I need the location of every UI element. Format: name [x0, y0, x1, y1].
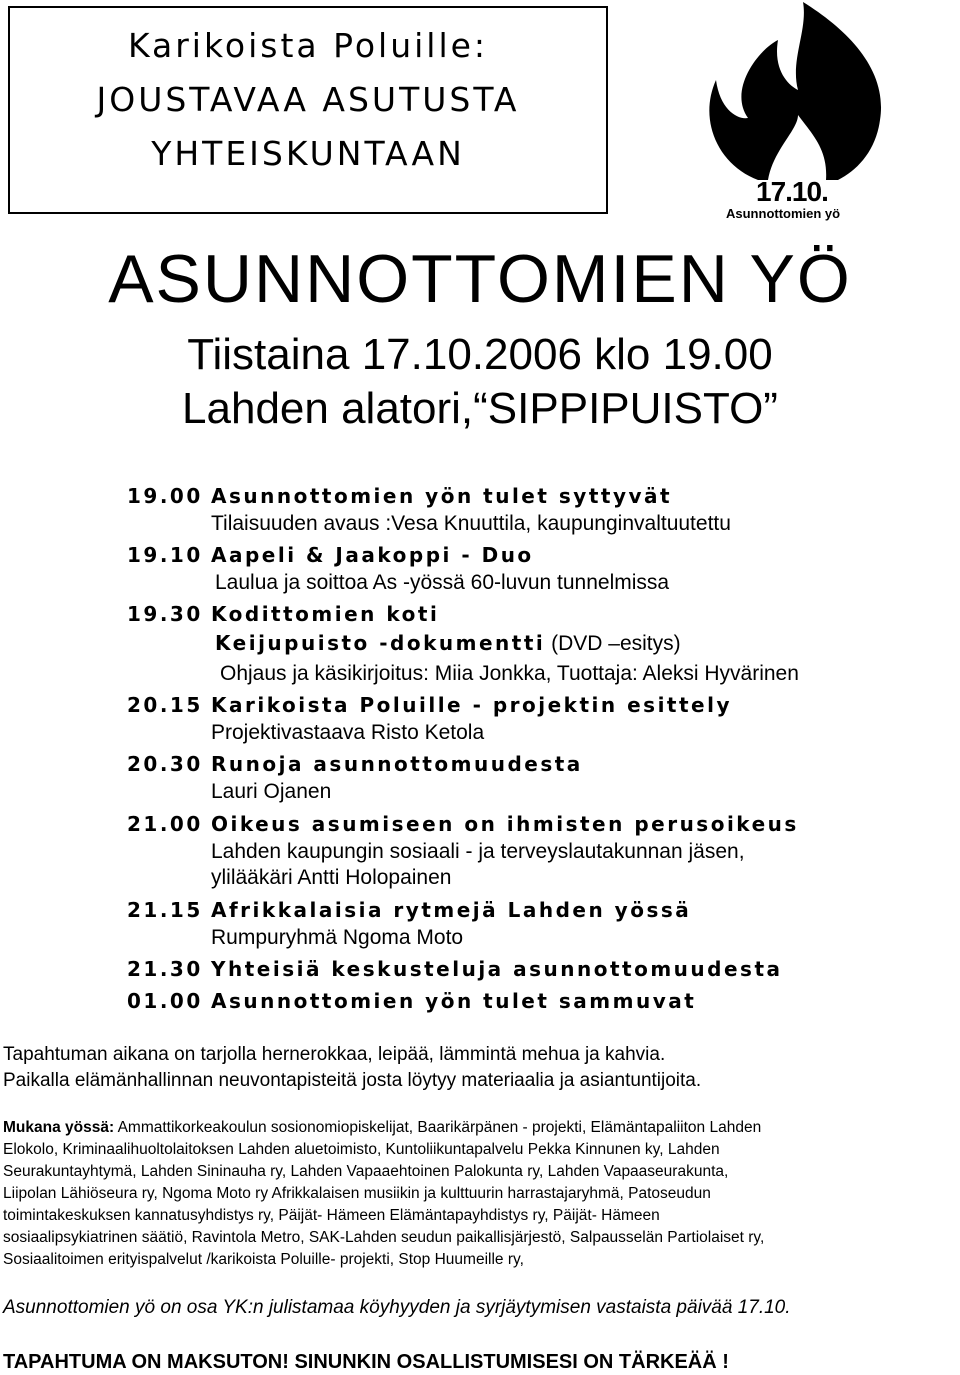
schedule-title: Karikoista Poluille - projektin esittely — [211, 693, 733, 717]
participants-line: Sosiaalitoimen erityispalvelut /karikoista Poluille- projekti, Stop Huumeille ry, — [3, 1251, 524, 1268]
schedule-time: 21.00 — [127, 812, 203, 836]
schedule-detail: Laulua ja soittoa As -yössä 60-luvun tunnelmissa — [215, 571, 670, 594]
header-box — [8, 6, 608, 214]
schedule-subtitle-rest: (DVD –esitys) — [545, 632, 681, 655]
schedule-title: Oikeus asumiseen on ihmisten perusoikeus — [211, 812, 799, 836]
schedule-time: 19.30 — [127, 602, 203, 626]
schedule-title: Aapeli & Jaakoppi - Duo — [211, 543, 534, 567]
free-event-note: TAPAHTUMA ON MAKSUTON! SINUNKIN OSALLISTUMISESI ON TÄRKEÄÄ ! — [3, 1351, 729, 1373]
schedule-detail: ylilääkäri Antti Holopainen — [211, 866, 452, 889]
schedule-time: 19.00 — [127, 484, 203, 508]
page-title: ASUNNOTTOMIEN YÖ — [108, 241, 852, 317]
event-datetime: Tiistaina 17.10.2006 klo 19.00 — [187, 330, 773, 379]
schedule-detail: Ohjaus ja käsikirjoitus: Miia Jonkka, Tuottaja: Aleksi Hyvärinen — [220, 662, 799, 685]
schedule-detail: Lahden kaupungin sosiaali - ja terveyslautakunnan jäsen, — [211, 840, 745, 863]
participants-line: sosiaalipsykiatrinen säätiö, Ravintola Metro, SAK-Lahden seudun paikallisjärjestö, Salpausselän Partiolaiset ry, — [3, 1229, 765, 1246]
schedule-subtitle — [215, 631, 681, 656]
info-line: Paikalla elämänhallinnan neuvontapisteitä josta löytyy materiaalia ja asiantuntijoita. — [3, 1070, 702, 1091]
header-line-3: YHTEISKUNTAAN — [151, 134, 465, 173]
participants-line: Elokolo, Kriminaalihuoltolaitoksen Lahden aluetoimisto, Kuntoliikuntapalvelu Pekka Kinnunen ky, Lahden — [3, 1141, 720, 1158]
schedule-detail: Rumpuryhmä Ngoma Moto — [211, 926, 464, 949]
logo-caption: Asunnottomien yö — [726, 206, 841, 221]
participants-line: Seurakuntayhtymä, Lahden Sininauha ry, Lahden Vapaaehtoinen Palokunta ry, Lahden Vapaaseurakunta, — [3, 1163, 729, 1180]
schedule-detail: Tilaisuuden avaus :Vesa Knuuttila, kaupunginvaltuutettu — [211, 512, 731, 535]
schedule-time: 21.15 — [127, 898, 203, 922]
event-location: Lahden alatori,“SIPPIPUISTO” — [182, 384, 778, 433]
participants-label: Mukana yössä: — [3, 1119, 115, 1136]
schedule-title: Asunnottomien yön tulet sammuvat — [211, 989, 697, 1013]
schedule-time: 20.15 — [127, 693, 203, 717]
schedule-time: 20.30 — [127, 752, 203, 776]
schedule-title: Afrikkalaisia rytmejä Lahden yössä — [211, 898, 692, 922]
schedule-time: 21.30 — [127, 957, 203, 981]
participants-text: Ammattikorkeakoulun sosionomiopiskelijat, Baarikärpänen - projekti, Elämäntapaliiton Lahden — [114, 1119, 762, 1136]
schedule-title: Asunnottomien yön tulet syttyvät — [211, 484, 673, 508]
logo-date: 17.10. — [756, 176, 828, 207]
participants-line: toimintakeskuksen kannatusyhdistys ry, Päijät- Hämeen Elämäntapayhdistys ry, Päijät- Hämeen — [3, 1207, 660, 1224]
schedule-detail: Projektivastaava Risto Ketola — [211, 721, 485, 744]
info-line: Tapahtuman aikana on tarjolla hernerokkaa, leipää, lämmintä mehua ja kahvia. — [3, 1044, 666, 1065]
header-line-1: Karikoista Poluille: — [127, 26, 489, 65]
participants-line — [3, 1119, 761, 1137]
event-logo — [698, 0, 898, 225]
schedule-time: 19.10 — [127, 543, 203, 567]
schedule-title: Kodittomien koti — [211, 602, 440, 626]
header-line-2: JOUSTAVAA ASUTUSTA — [96, 80, 520, 119]
schedule-subtitle-bold: Keijupuisto -dokumentti — [215, 631, 546, 655]
un-day-note: Asunnottomien yö on osa YK:n julistamaa köyhyyden ja syrjäytymisen vastaista päivää 17.10. — [3, 1297, 791, 1318]
schedule-detail: Lauri Ojanen — [211, 780, 332, 803]
schedule-title: Yhteisiä keskusteluja asunnottomuudesta — [211, 957, 783, 981]
participants-line: Liipolan Lähiöseura ry, Ngoma Moto ry Afrikkalaisen musiikin ja kulttuurin harrastajaryhmä, Patoseudun — [3, 1185, 711, 1202]
schedule-title: Runoja asunnottomuudesta — [211, 752, 583, 776]
schedule-time: 01.00 — [127, 989, 203, 1013]
